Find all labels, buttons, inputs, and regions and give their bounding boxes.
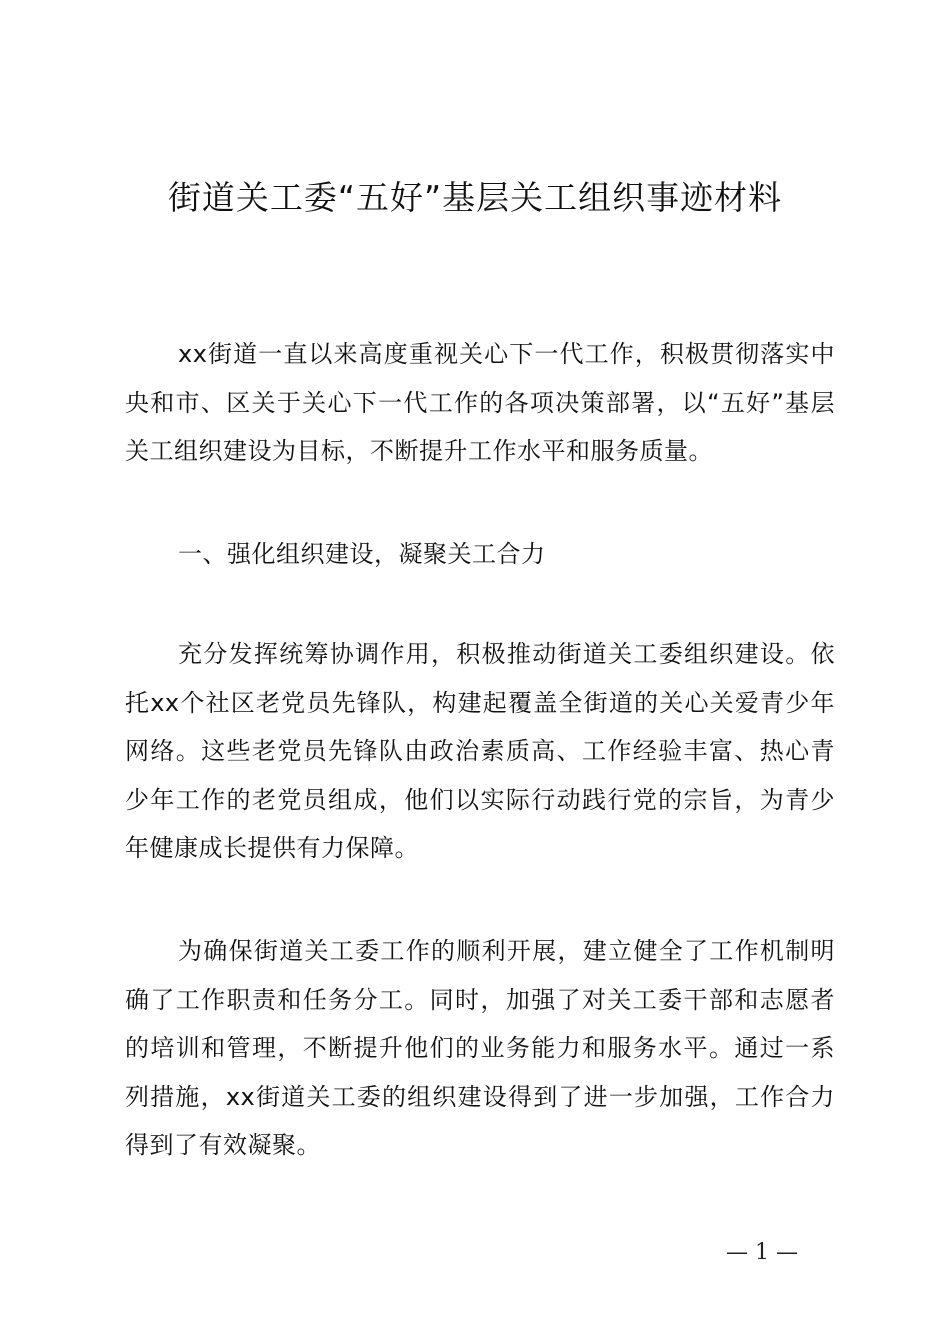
page-number: — 1 — <box>726 1240 798 1265</box>
body-paragraph: 为确保街道关工委工作的顺利开展，建立健全了工作机制明确了工作职责和任务分工。同时，加强了对关工委干部和志愿者的培训和管理，不断提升他们的业务能力和服务水平。通过一系列措施，xx街道关工委的组织建设得到了进一步加强，工作合力得到了有效凝聚。 <box>125 937 835 1160</box>
section-heading: 一、强化组织建设，凝聚关工合力 <box>178 540 546 568</box>
intro-paragraph: xx街道一直以来高度重视关心下一代工作，积极贯彻落实中央和市、区关于关心下一代工作的各项决策部署，以“五好”基层关工组织建设为目标，不断提升工作水平和服务质量。 <box>125 340 835 466</box>
document-title: 街道关工委“五好”基层关工组织事迹材料 <box>167 178 783 217</box>
body-paragraph: 充分发挥统筹协调作用，积极推动街道关工委组织建设。依托xx个社区老党员先锋队，构建起覆盖全街道的关心关爱青少年网络。这些老党员先锋队由政治素质高、工作经验丰富、热心青少年工作的老党员组成，他们以实际行动践行党的宗旨，为青少年健康成长提供有力保障。 <box>125 640 835 863</box>
